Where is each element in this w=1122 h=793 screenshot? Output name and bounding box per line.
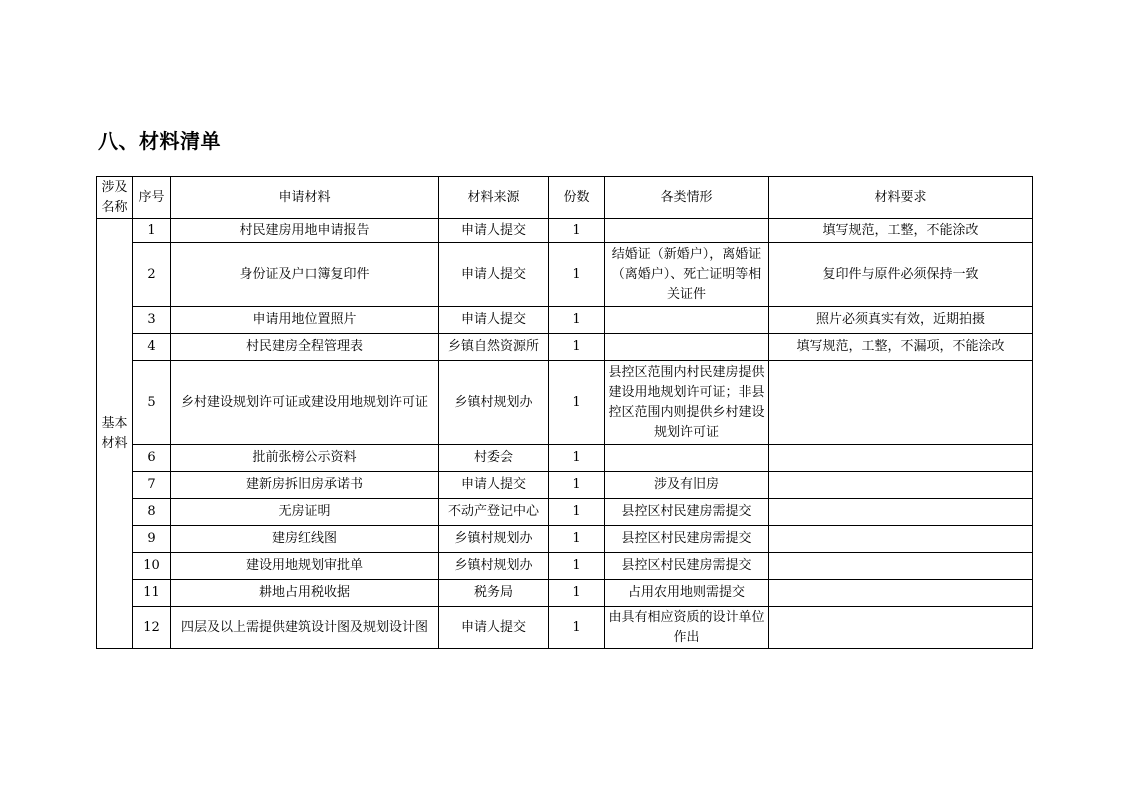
row-requirement: 填写规范，工整，不漏项，不能涂改 bbox=[769, 334, 1033, 361]
header-row bbox=[97, 177, 1033, 219]
table-row bbox=[97, 499, 1033, 526]
header-seq: 序号 bbox=[133, 177, 171, 219]
table-row bbox=[97, 307, 1033, 334]
header-situation: 各类情形 bbox=[605, 177, 769, 219]
row-situation bbox=[605, 445, 769, 472]
row-source: 申请人提交 bbox=[439, 243, 549, 307]
row-seq: 5 bbox=[133, 361, 171, 445]
row-requirement bbox=[769, 499, 1033, 526]
row-situation bbox=[605, 307, 769, 334]
materials-table bbox=[96, 176, 1033, 649]
row-material: 建设用地规划审批单 bbox=[171, 553, 439, 580]
row-requirement bbox=[769, 607, 1033, 649]
row-material: 村民建房用地申请报告 bbox=[171, 219, 439, 243]
row-source: 申请人提交 bbox=[439, 472, 549, 499]
row-material: 批前张榜公示资料 bbox=[171, 445, 439, 472]
row-situation bbox=[605, 334, 769, 361]
row-seq: 2 bbox=[133, 243, 171, 307]
row-requirement: 复印件与原件必须保持一致 bbox=[769, 243, 1033, 307]
row-copies: 1 bbox=[549, 499, 605, 526]
row-copies: 1 bbox=[549, 580, 605, 607]
row-copies: 1 bbox=[549, 553, 605, 580]
row-source: 村委会 bbox=[439, 445, 549, 472]
row-copies: 1 bbox=[549, 607, 605, 649]
row-source: 乡镇村规划办 bbox=[439, 526, 549, 553]
row-requirement bbox=[769, 526, 1033, 553]
row-requirement: 填写规范，工整，不能涂改 bbox=[769, 219, 1033, 243]
row-copies: 1 bbox=[549, 334, 605, 361]
row-situation bbox=[605, 219, 769, 243]
row-seq: 1 bbox=[133, 219, 171, 243]
row-copies: 1 bbox=[549, 472, 605, 499]
row-requirement bbox=[769, 580, 1033, 607]
header-copies: 份数 bbox=[549, 177, 605, 219]
row-material: 无房证明 bbox=[171, 499, 439, 526]
row-source: 税务局 bbox=[439, 580, 549, 607]
row-source: 申请人提交 bbox=[439, 219, 549, 243]
row-situation: 占用农用地则需提交 bbox=[605, 580, 769, 607]
row-copies: 1 bbox=[549, 526, 605, 553]
header-material: 申请材料 bbox=[171, 177, 439, 219]
header-requirement: 材料要求 bbox=[769, 177, 1033, 219]
row-material: 村民建房全程管理表 bbox=[171, 334, 439, 361]
table-row bbox=[97, 472, 1033, 499]
row-copies: 1 bbox=[549, 307, 605, 334]
table-row bbox=[97, 219, 1033, 243]
header-source: 材料来源 bbox=[439, 177, 549, 219]
row-seq: 9 bbox=[133, 526, 171, 553]
row-material: 四层及以上需提供建筑设计图及规划设计图 bbox=[171, 607, 439, 649]
table-row bbox=[97, 243, 1033, 307]
row-copies: 1 bbox=[549, 445, 605, 472]
table-row bbox=[97, 526, 1033, 553]
row-seq: 7 bbox=[133, 472, 171, 499]
table-row bbox=[97, 334, 1033, 361]
row-source: 不动产登记中心 bbox=[439, 499, 549, 526]
row-situation: 县控区范围内村民建房提供建设用地规划许可证；非县控区范围内则提供乡村建设规划许可证 bbox=[605, 361, 769, 445]
row-seq: 4 bbox=[133, 334, 171, 361]
row-source: 乡镇村规划办 bbox=[439, 361, 549, 445]
row-copies: 1 bbox=[549, 219, 605, 243]
table-row bbox=[97, 553, 1033, 580]
row-source: 申请人提交 bbox=[439, 307, 549, 334]
row-situation: 县控区村民建房需提交 bbox=[605, 499, 769, 526]
row-seq: 12 bbox=[133, 607, 171, 649]
table-row bbox=[97, 607, 1033, 649]
row-material: 乡村建设规划许可证或建设用地规划许可证 bbox=[171, 361, 439, 445]
row-source: 乡镇自然资源所 bbox=[439, 334, 549, 361]
row-situation: 结婚证（新婚户），离婚证（离婚户）、死亡证明等相关证件 bbox=[605, 243, 769, 307]
table-row bbox=[97, 580, 1033, 607]
row-seq: 6 bbox=[133, 445, 171, 472]
row-requirement bbox=[769, 445, 1033, 472]
row-seq: 10 bbox=[133, 553, 171, 580]
category-cell: 基本材料 bbox=[97, 219, 133, 649]
table-row bbox=[97, 361, 1033, 445]
row-situation: 涉及有旧房 bbox=[605, 472, 769, 499]
header-category: 涉及名称 bbox=[97, 177, 133, 219]
row-material: 建新房拆旧房承诺书 bbox=[171, 472, 439, 499]
row-source: 乡镇村规划办 bbox=[439, 553, 549, 580]
table-row bbox=[97, 445, 1033, 472]
row-source: 申请人提交 bbox=[439, 607, 549, 649]
section-title: 八、材料清单 bbox=[98, 129, 221, 153]
row-situation: 县控区村民建房需提交 bbox=[605, 553, 769, 580]
row-requirement bbox=[769, 361, 1033, 445]
row-copies: 1 bbox=[549, 361, 605, 445]
row-copies: 1 bbox=[549, 243, 605, 307]
row-material: 耕地占用税收据 bbox=[171, 580, 439, 607]
row-requirement bbox=[769, 472, 1033, 499]
row-material: 申请用地位置照片 bbox=[171, 307, 439, 334]
row-situation: 由具有相应资质的设计单位作出 bbox=[605, 607, 769, 649]
row-seq: 8 bbox=[133, 499, 171, 526]
row-material: 身份证及户口簿复印件 bbox=[171, 243, 439, 307]
row-requirement bbox=[769, 553, 1033, 580]
row-seq: 11 bbox=[133, 580, 171, 607]
row-seq: 3 bbox=[133, 307, 171, 334]
row-requirement: 照片必须真实有效，近期拍摄 bbox=[769, 307, 1033, 334]
row-material: 建房红线图 bbox=[171, 526, 439, 553]
row-situation: 县控区村民建房需提交 bbox=[605, 526, 769, 553]
